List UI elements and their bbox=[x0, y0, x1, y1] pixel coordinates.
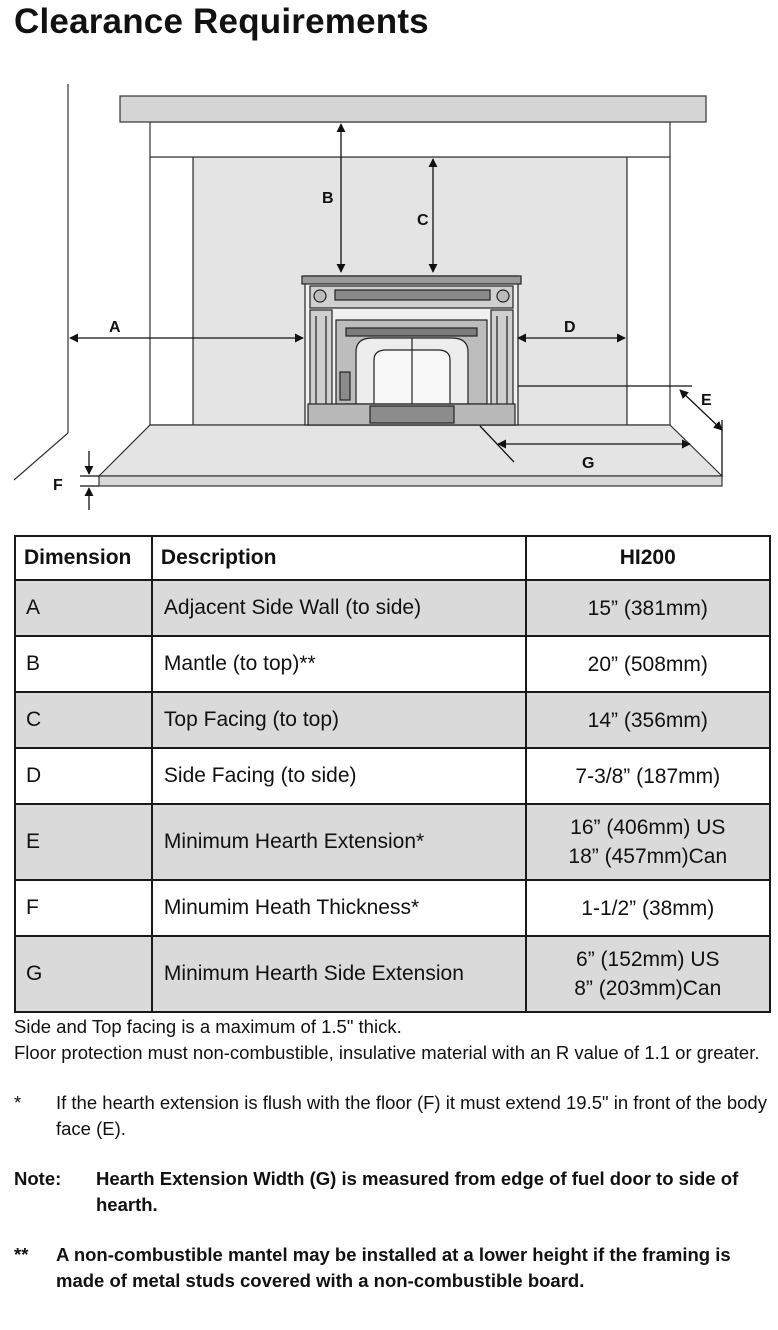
asterisk-note bbox=[14, 1090, 774, 1142]
row-dimension: A bbox=[15, 580, 152, 636]
label-d: D bbox=[564, 319, 576, 336]
asterisk-mark: * bbox=[14, 1092, 22, 1113]
right-pillar bbox=[627, 157, 670, 425]
table-row bbox=[15, 748, 770, 804]
note-text: Hearth Extension Width (G) is measured from edge of fuel door to side of hearth. bbox=[96, 1168, 739, 1215]
mantel-note bbox=[14, 1242, 774, 1294]
clearance-table bbox=[14, 535, 771, 1013]
row-value bbox=[526, 936, 770, 1012]
side-wall bbox=[14, 84, 68, 480]
row-dimension: E bbox=[15, 804, 152, 880]
row-description: Side Facing (to side) bbox=[152, 748, 526, 804]
label-g: G bbox=[582, 455, 595, 472]
row-value bbox=[526, 748, 770, 804]
row-value bbox=[526, 804, 770, 880]
value-line: 20” (508mm) bbox=[587, 652, 708, 676]
value-line: 14” (356mm) bbox=[587, 708, 708, 732]
mantel bbox=[120, 96, 706, 157]
row-description: Minumim Heath Thickness* bbox=[152, 880, 526, 936]
value-line: 6” (152mm) US bbox=[576, 948, 720, 971]
table-header bbox=[15, 536, 770, 580]
row-dimension: G bbox=[15, 936, 152, 1012]
floor-protection-note: Floor protection must non-combustible, insulative material with an R value of 1.1 or greater. bbox=[14, 1042, 760, 1063]
value-line: 15” (381mm) bbox=[587, 596, 708, 620]
row-dimension: B bbox=[15, 636, 152, 692]
row-value bbox=[526, 580, 770, 636]
table-row bbox=[15, 580, 770, 636]
label-b: B bbox=[322, 190, 334, 207]
row-dimension: C bbox=[15, 692, 152, 748]
double-asterisk-mark: ** bbox=[14, 1244, 29, 1265]
table-row bbox=[15, 936, 770, 1012]
value-line: 7-3/8” (187mm) bbox=[575, 764, 721, 788]
label-c: C bbox=[417, 212, 429, 229]
double-asterisk-text: A non-combustible mantel may be installed at a lower height if the framing is made of metal studs covered with a non-combustible board. bbox=[56, 1244, 731, 1291]
row-description: Minimum Hearth Extension* bbox=[152, 804, 526, 880]
header-model: HI200 bbox=[526, 536, 770, 580]
label-a: A bbox=[109, 319, 121, 336]
table-row bbox=[15, 692, 770, 748]
label-e: E bbox=[701, 392, 712, 409]
clearance-diagram bbox=[0, 62, 778, 522]
facing-note: Side and Top facing is a maximum of 1.5" thick. bbox=[14, 1016, 402, 1037]
row-description: Adjacent Side Wall (to side) bbox=[152, 580, 526, 636]
table-row bbox=[15, 804, 770, 880]
row-value bbox=[526, 692, 770, 748]
row-description: Minimum Hearth Side Extension bbox=[152, 936, 526, 1012]
width-note bbox=[14, 1166, 774, 1218]
row-dimension: F bbox=[15, 880, 152, 936]
table-row bbox=[15, 636, 770, 692]
table-row bbox=[15, 880, 770, 936]
row-dimension: D bbox=[15, 748, 152, 804]
note-mark: Note: bbox=[14, 1168, 62, 1189]
label-f: F bbox=[53, 477, 63, 494]
header-description: Description bbox=[152, 536, 526, 580]
stove-insert bbox=[302, 276, 521, 425]
value-line: 16” (406mm) US bbox=[570, 816, 726, 839]
page-title: Clearance Requirements bbox=[14, 2, 429, 41]
value-line: 1-1/2” (38mm) bbox=[581, 896, 715, 920]
left-pillar bbox=[150, 157, 193, 425]
notes-section bbox=[14, 1014, 774, 1294]
value-line: 18” (457mm)Can bbox=[568, 845, 728, 868]
row-value bbox=[526, 636, 770, 692]
row-description: Mantle (to top)** bbox=[152, 636, 526, 692]
hearth bbox=[99, 425, 722, 486]
value-line: 8” (203mm)Can bbox=[574, 977, 722, 1000]
row-value bbox=[526, 880, 770, 936]
row-description: Top Facing (to top) bbox=[152, 692, 526, 748]
asterisk-text: If the hearth extension is flush with the floor (F) it must extend 19.5" in front of the body face (E). bbox=[56, 1092, 767, 1139]
header-dimension: Dimension bbox=[15, 536, 152, 580]
